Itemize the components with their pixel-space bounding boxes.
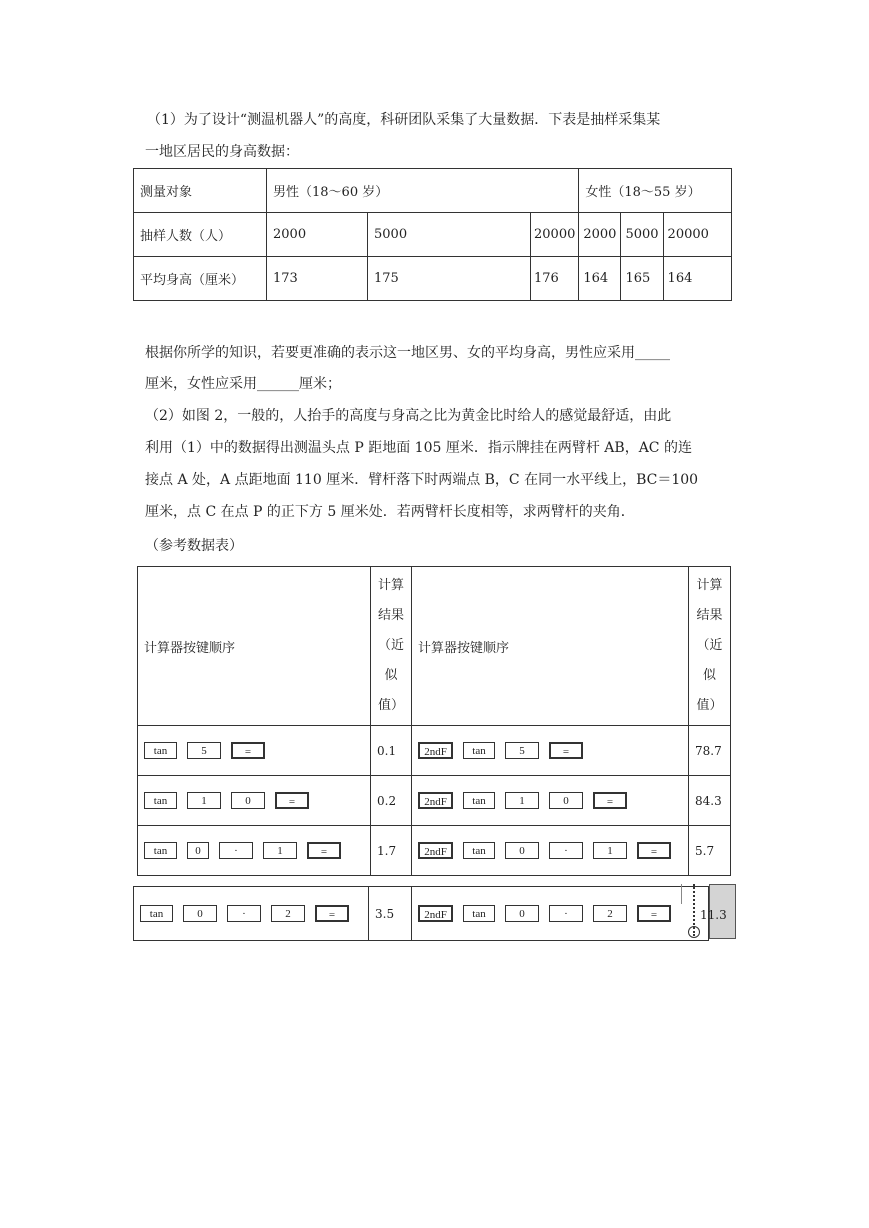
reference-table-last-row bbox=[133, 886, 709, 941]
key-tan: tan bbox=[463, 842, 495, 859]
key-0: 0 bbox=[187, 842, 209, 859]
q1-line1: （1）为了设计“测温机器人”的高度，科研团队采集了大量数据．下表是抽样采集某 bbox=[147, 112, 661, 128]
row-label: 抽样人数（人） bbox=[134, 213, 267, 257]
key-tan: tan bbox=[144, 792, 177, 809]
key-0: 0 bbox=[231, 792, 265, 809]
key-0: 0 bbox=[549, 792, 583, 809]
key-tan: tan bbox=[144, 742, 177, 759]
key-0: 0 bbox=[183, 905, 217, 922]
table-cell: 5000 bbox=[621, 213, 663, 257]
table-row bbox=[134, 257, 732, 301]
key-1: 1 bbox=[187, 792, 221, 809]
row-label: 平均身高（厘米） bbox=[134, 257, 267, 301]
key-0: 0 bbox=[505, 842, 539, 859]
table-row bbox=[138, 726, 731, 776]
key-tan: tan bbox=[463, 905, 495, 922]
key-sequence bbox=[412, 826, 689, 876]
table-row bbox=[134, 887, 709, 941]
result-value: 5.7 bbox=[689, 826, 731, 876]
q2-line4: 厘米，点 C 在点 P 的正下方 5 厘米处．若两臂杆长度相等，求两臂杆的夹角． bbox=[145, 504, 635, 520]
key-dot: · bbox=[219, 842, 253, 859]
table-cell: 173 bbox=[267, 257, 368, 301]
key-2: 2 bbox=[271, 905, 305, 922]
key-equals: = bbox=[593, 792, 627, 809]
q1b-line1: 根据你所学的知识，若要更准确的表示这一地区男、女的平均身高，男性应采用_____ bbox=[145, 345, 670, 361]
key-2ndf: 2ndF bbox=[418, 742, 453, 759]
key-sequence bbox=[138, 826, 371, 876]
key-dot: · bbox=[227, 905, 261, 922]
key-sequence bbox=[412, 887, 709, 941]
result-value: 84.3 bbox=[689, 776, 731, 826]
key-2ndf: 2ndF bbox=[418, 842, 453, 859]
table-cell: 164 bbox=[663, 257, 731, 301]
key-2ndf: 2ndF bbox=[418, 792, 453, 809]
female-header: 女性（18～55 岁） bbox=[579, 169, 732, 213]
key-sequence bbox=[138, 726, 371, 776]
table-cell: 176 bbox=[531, 257, 579, 301]
key-dot: · bbox=[549, 842, 583, 859]
key-equals: = bbox=[637, 842, 671, 859]
key-equals: = bbox=[307, 842, 341, 859]
key-1: 1 bbox=[263, 842, 297, 859]
key-equals: = bbox=[637, 905, 671, 922]
table-row bbox=[134, 213, 732, 257]
key-1: 1 bbox=[593, 842, 627, 859]
key-tan: tan bbox=[144, 842, 177, 859]
key-sequence bbox=[412, 776, 689, 826]
result-header: 计算 结果 （近 似 值） bbox=[371, 567, 412, 726]
row-label: 测量对象 bbox=[134, 169, 267, 213]
table-row bbox=[138, 567, 731, 726]
table-row bbox=[138, 776, 731, 826]
q2-line5: （参考数据表） bbox=[145, 538, 243, 554]
table-cell: 164 bbox=[579, 257, 621, 301]
key-2: 2 bbox=[593, 905, 627, 922]
key-sequence bbox=[138, 776, 371, 826]
table-row bbox=[138, 826, 731, 876]
key-tan: tan bbox=[463, 742, 495, 759]
key-tan: tan bbox=[463, 792, 495, 809]
q2-line1: （2）如图 2，一般的，人抬手的高度与身高之比为黄金比时给人的感觉最舒适，由此 bbox=[145, 408, 672, 424]
circle-marker bbox=[688, 926, 700, 938]
key-5: 5 bbox=[505, 742, 539, 759]
male-header: 男性（18～60 岁） bbox=[267, 169, 579, 213]
result-value: 3.5 bbox=[369, 887, 412, 941]
result-header: 计算 结果 （近 似 值） bbox=[689, 567, 731, 726]
result-value: 0.2 bbox=[371, 776, 412, 826]
key-0: 0 bbox=[505, 905, 539, 922]
key-sequence bbox=[134, 887, 369, 941]
q1b-line2: 厘米，女性应采用______厘米； bbox=[145, 376, 341, 392]
table-cell: 20000 bbox=[531, 213, 579, 257]
key-1: 1 bbox=[505, 792, 539, 809]
table-row bbox=[134, 169, 732, 213]
reference-table bbox=[137, 566, 731, 876]
key-equals: = bbox=[275, 792, 309, 809]
q1-line2: 一地区居民的身高数据： bbox=[145, 144, 299, 160]
table-cell: 2000 bbox=[579, 213, 621, 257]
q2-line3: 接点 A 处，A 点距地面 110 厘米．臂杆落下时两端点 B，C 在同一水平线上，BC＝100 bbox=[145, 472, 699, 488]
key-dot: · bbox=[549, 905, 583, 922]
key-equals: = bbox=[549, 742, 583, 759]
result-value: 0.1 bbox=[371, 726, 412, 776]
result-value: 1.7 bbox=[371, 826, 412, 876]
key-equals: = bbox=[231, 742, 265, 759]
key-2ndf: 2ndF bbox=[418, 905, 453, 922]
table-cell: 5000 bbox=[368, 213, 531, 257]
table-cell: 165 bbox=[621, 257, 663, 301]
result-value: 78.7 bbox=[689, 726, 731, 776]
key-5: 5 bbox=[187, 742, 221, 759]
key-equals: = bbox=[315, 905, 349, 922]
table-cell: 20000 bbox=[663, 213, 731, 257]
result-value: 11.3 bbox=[700, 908, 727, 922]
height-table bbox=[133, 168, 732, 301]
table-cell: 175 bbox=[368, 257, 531, 301]
key-sequence bbox=[412, 726, 689, 776]
key-sequence-header: 计算器按键顺序 bbox=[412, 567, 689, 726]
key-sequence-header: 计算器按键顺序 bbox=[138, 567, 371, 726]
q2-line2: 利用（1）中的数据得出测温头点 P 距地面 105 厘米．指示牌挂在两臂杆 AB，AC 的连 bbox=[145, 440, 692, 456]
key-tan: tan bbox=[140, 905, 173, 922]
table-cell: 2000 bbox=[267, 213, 368, 257]
divider-line bbox=[681, 884, 682, 904]
